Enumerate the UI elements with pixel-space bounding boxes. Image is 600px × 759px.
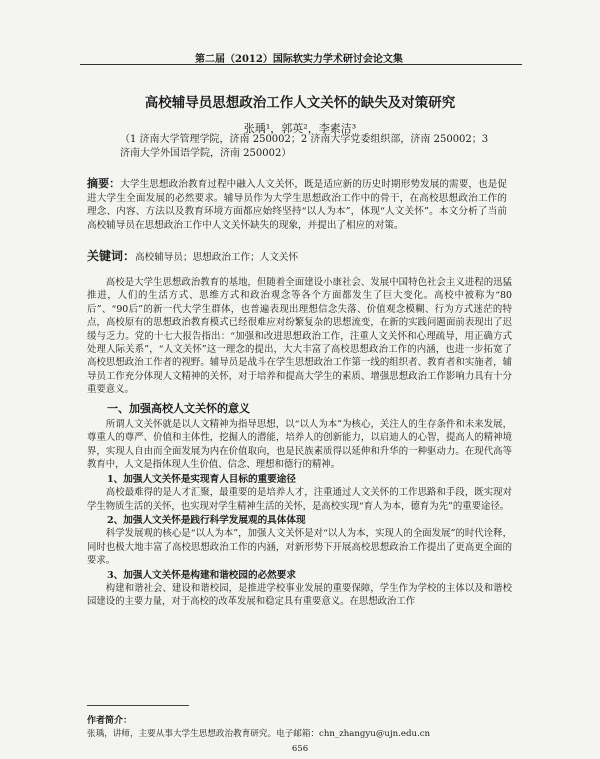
authors: 张瑀¹，郭英²，李素洁³ <box>243 122 357 135</box>
keywords-label: 关键词： <box>87 249 136 263</box>
subsection-heading-2: 2、加强人文关怀是践行科学发展观的具体体现 <box>107 514 306 526</box>
keywords-text: 高校辅导员；思想政治工作；人文关怀 <box>135 252 299 263</box>
section-heading: 一、加强高校人文关怀的意义 <box>107 401 250 415</box>
intro-paragraph: 高校是大学生思想政治教育的基地，但随着全面建设小康社会、发展中国特色社会主义进程的迅猛推进，人们的生活方式、思维方式和政治观念等各个方面都发生了巨大变化。高校中被称为“80后”、“90后”的新一代大学生群体，也普遍表现出理想信念失落、价值观念模糊、行为方式迷茫的特点，高校原有的思想政治教育模式已经很难应对纷繁复杂的思想流变，在新的实践问题面前表现出了迟缓与乏力。党的十七大报告指出：“加强和改进思想政治工作，注重人文关怀和心理疏导，用正确方式处理人际关系”，“人文关怀”这一理念的提出，大大丰富了高校思想政治工作的内涵，也进一步拓宽了高校思想政治工作者的视野。辅导员是战斗在学生思想政治工作第一线的组织者、教育者和实施者，辅导员工作充分体现人文精神的关怀，对于培养和提高大学生的素质、增强思想政治工作影响力具有十分重要意义。 <box>87 277 512 396</box>
subsection-paragraph-2: 科学发展观的核心是“以人为本”，加强人文关怀是对“以人为本，实现人的全面发展”的时代诠释，同时也极大地丰富了高校思想政治工作的内涵，对新形势下开展高校思想政治工作提出了更高更全面的要求。 <box>87 528 512 567</box>
keywords <box>87 247 298 264</box>
header-rule <box>80 64 522 65</box>
paper-title: 高校辅导员思想政治工作人文关怀的缺失及对策研究 <box>144 95 456 111</box>
abstract-label: 摘要： <box>87 177 121 190</box>
subsection-heading-1: 1、加强人文关怀是实现育人目标的重要途径 <box>107 473 296 485</box>
abstract <box>87 177 507 232</box>
running-header: 第二届（2012）国际软实力学术研讨会论文集 <box>195 54 403 65</box>
footnote-text: 张瑀，讲师，主要从事大学生思想政治教育研究。电子邮箱：chn_zhangyu@ujn.edu.cn <box>87 729 431 739</box>
footnote-title: 作者简介： <box>87 716 133 726</box>
section-paragraph: 所谓人文关怀就是以人文精神为指导思想，以“以人为本”为核心，关注人的生存条件和未来发展，尊重人的尊严、价值和主体性，挖掘人的潜能，培养人的创新能力，以启迪人的心智，提高人的精神境界，实现人自由而全面发展为内在价值取向，也是民族素质得以延伸和升华的一种驱动力。在现代高等教育中，人文是指体现人生价值、信念、理想和德行的精神。 <box>87 419 512 471</box>
footnote-rule <box>87 705 189 706</box>
abstract-text: 大学生思想政治教育过程中融入人文关怀，既是适应新的历史时期形势发展的需要，也是促进大学生全面发展的必然要求。辅导员作为大学生思想政治工作中的骨干，在高校思想政治工作的理念、内容、方法以及教育环境方面都应始终坚持“以人为本”，体现“人文关怀”。本文分析了当前高校辅导员在思想政治工作中人文关怀缺失的现象，并提出了相应的对策。 <box>87 179 508 231</box>
body-text <box>87 276 512 609</box>
subsection-paragraph-3: 构建和谐社会、建设和谐校园，是推进学校事业发展的重要保障，学生作为学校的主体以及和谐校园建设的主要力量，对于高校的改革发展和稳定具有重要意义。在思想政治工作 <box>87 582 512 608</box>
subsection-paragraph-1: 高校最难得的是人才汇聚，最重要的是培养人才，注重通过人文关怀的工作思路和手段，既实现对学生物质生活的关怀，也实现对学生精神生活的关怀，是高校实现“育人为本，德育为先”的重要途径。 <box>87 487 512 512</box>
affiliation: （1 济南大学管理学院，济南 250002；2 济南大学党委组织部，济南 250002；3 济南大学外国语学院，济南 250002） <box>120 134 489 159</box>
page-number: 656 <box>291 744 309 754</box>
subsection-heading-3: 3、加强人文关怀是构建和谐校园的必然要求 <box>107 569 296 581</box>
